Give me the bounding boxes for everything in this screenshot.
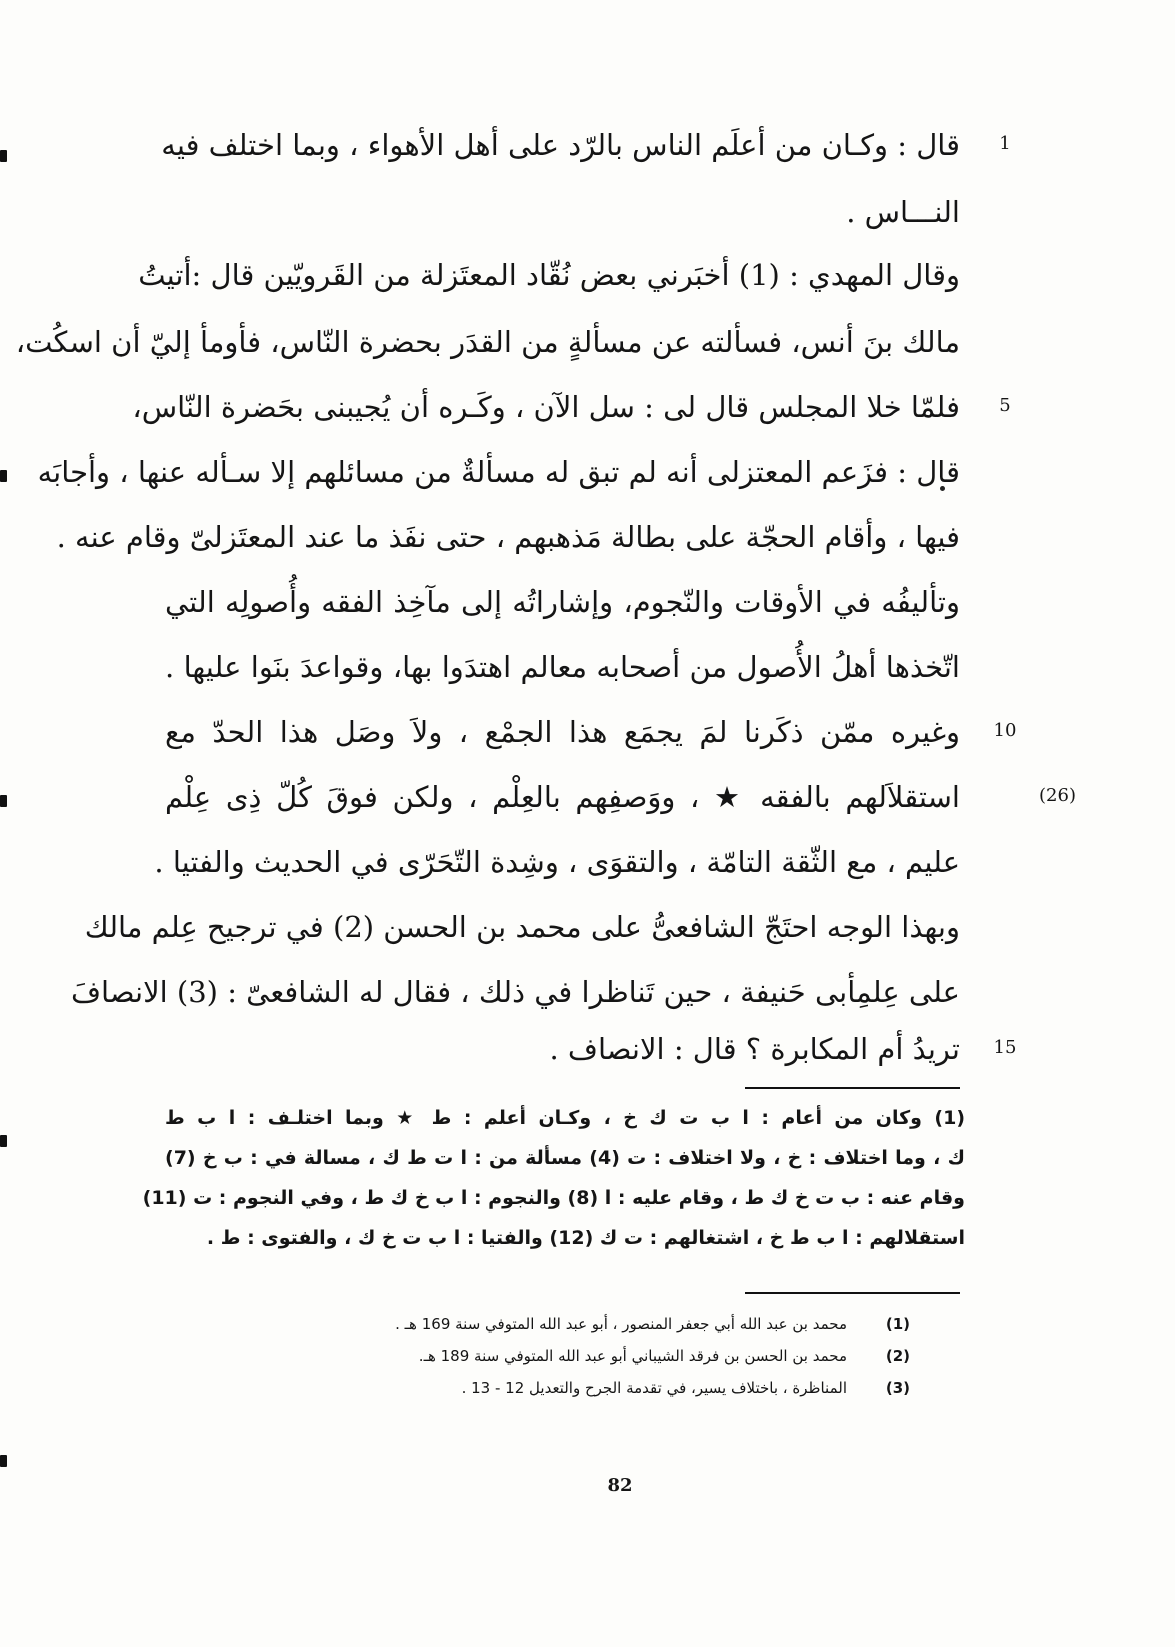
line-number: 15 bbox=[993, 1037, 1017, 1058]
scan-edge-mark bbox=[0, 470, 7, 482]
body-line: قال : فزَعم المعتزلى أنه لم تبق له مسألةٌ من مسائلهم إلا سـأله عنها ، وأجابَه bbox=[37, 455, 960, 489]
footnote-number: (3) bbox=[885, 1379, 910, 1397]
body-line: النـــاس . bbox=[846, 195, 960, 229]
body-line: مالك بنَ أنس، فسألته عن مسألةٍ من القدَر بحضرة النّاس، فأومأ إليّ أن اسكُت، bbox=[15, 325, 960, 359]
line-number: 10 bbox=[993, 720, 1017, 741]
body-line: فلمّا خلا المجلس قال لى : سل الآن ، وكَـره أن يُجيبنى بحَضرة النّاس، bbox=[132, 390, 960, 424]
body-line: على عِلمِأبى حَنيفة ، حين تَناظرا في ذلك ، فقال له الشافعىّ : (3) الانصافَ bbox=[70, 975, 960, 1009]
body-line: تريدُ أم المكابرة ؟ قال : الانصاف . bbox=[549, 1032, 960, 1066]
footnote bbox=[320, 1374, 910, 1402]
body-line: اتّخذها أهلُ الأُصول من أصحابه معالم اهتدَوا بها، وقواعدَ بنَوا عليها . bbox=[165, 650, 960, 684]
apparatus-rule bbox=[745, 1087, 960, 1089]
margin-folio-number: (26) bbox=[1039, 785, 1076, 806]
variant-line: استقلالهم : ا ب ط خ ، اشتغالهم : ت ك (12) والفتيا : ا ب ت خ ك ، والفتوى : ط . bbox=[206, 1227, 965, 1249]
line-number: 1 bbox=[999, 133, 1011, 154]
footnote-text: المناظرة ، باختلاف يسير، في تقدمة الجرح والتعديل 12 - 13 . bbox=[461, 1379, 847, 1397]
scan-edge-mark bbox=[0, 1455, 7, 1467]
body-line: عليم ، مع الثّقة التامّة ، والتقوَى ، وشِدة التّحَرّى في الحديث والفتيا . bbox=[154, 845, 960, 879]
footnote-text: محمد بن عبد الله أبي جعفر المنصور ، أبو عبد الله المتوفي سنة 169 هـ . bbox=[395, 1315, 847, 1333]
page-number: 82 bbox=[607, 1475, 633, 1496]
body-line: استقلاَلهم بالفقه ★ ، ووَصفِهم بالعِلْم ، ولكن فوقَ كُلّ ذِى عِلْم bbox=[165, 780, 960, 814]
footnote-number: (2) bbox=[885, 1347, 910, 1365]
variant-line: وقام عنه : ب ت خ ك ط ، وقام عليه : ا (8) والنجوم : ا ب خ ك ط ، وفي النجوم : ت (11) bbox=[142, 1187, 965, 1209]
footnote bbox=[320, 1310, 910, 1338]
body-line: قال : وكـان من أعلَم الناس بالرّد على أهل الأهواء ، وبما اختلف فيه bbox=[161, 128, 960, 162]
body-line: وتأليفُه في الأوقات والنّجوم، وإشاراتُه إلى مآخِذ الفقه وأُصولِه التي bbox=[165, 585, 960, 619]
body-line: وبهذا الوجه احتَجّ الشافعىُّ على محمد بن الحسن (2) في ترجيح عِلم مالك bbox=[84, 910, 960, 944]
scan-edge-mark bbox=[0, 150, 7, 162]
body-line: وقال المهدي : (1) أخبَرني بعض نُقّاد المعتَزلة من القَرويّين قال :أتيتُ bbox=[138, 258, 960, 292]
notes-rule bbox=[745, 1292, 960, 1294]
scan-edge-mark bbox=[0, 1135, 7, 1147]
footnote-text: محمد بن الحسن بن فرقد الشيباني أبو عبد الله المتوفي سنة 189 هـ. bbox=[418, 1347, 847, 1365]
body-line: فيها ، وأقام الحجّة على بطالة مَذهبهم ، حتى نفَذ ما عند المعتَزلىّ وقام عنه . bbox=[56, 520, 960, 554]
body-line: وغيره ممّن ذكَرنا لمَ يجمَع هذا الجمْع ، ولاَ وصَل هذا الحدّ مع bbox=[165, 715, 960, 749]
footnote bbox=[320, 1342, 910, 1370]
scan-edge-mark bbox=[0, 795, 7, 807]
variant-line: ك ، وما اختلاف : خ ، ولا اختلاف : ت (4) مسألة من : ا ت ط ك ، مسالة في : ب خ (7) bbox=[165, 1147, 965, 1169]
variant-line: (1) وكان من أعام : ا ب ت ك خ ، وكـان أعلم : ط ★ وبما اختلـف : ا ب ط bbox=[165, 1107, 965, 1129]
footnote-number: (1) bbox=[885, 1315, 910, 1333]
line-number: 5 bbox=[999, 395, 1011, 416]
